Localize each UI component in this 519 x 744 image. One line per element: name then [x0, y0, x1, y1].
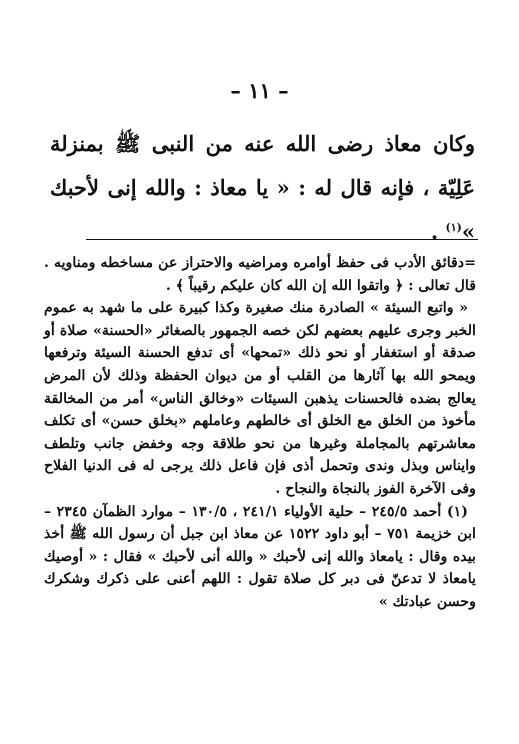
footnote-marker: (١): [445, 221, 462, 234]
footnote-separator: [86, 239, 478, 240]
footnotes: [44, 252, 476, 614]
footnote-1: (١) أحمد ٢٤٥/٥ – حلية الأولياء ٢٤١/١ ، ١٣٠/٥ – موارد الظمآن ٢٣٤٥ – ابن خزيمة ٧٥١ – أبو داود ١٥٢٢ عن معاذ ابن جبل أن رسول الله ﷺ أخذ بيده وقال : يامعاذ والله إنى لأحبك « والله أنى لأحبك » فقال : « أوصيك يامعاذ لا تدعنّ فى دبر كل صلاة تقول : اللهم أعنى على ذكرك وشكرك وحسن عبادتك »: [44, 503, 476, 610]
page-number: – ١١ –: [230, 78, 289, 103]
footnote-commentary: « واتبع السيئة » الصادرة منك صغيرة وكذا كبيرة على ما شهد به عموم الخبر وجرى عليهم بعضهم لكن خصه الجمهور بالصغائر «الحسنة» صلاة أو صدقة أو استغفار أو نحو ذلك «تمحها» أى تدفع الحسنة السيئة وترفعها ويمحو الله بها آثارها من القلب أو من ديوان الحفظة وذلك لأن المرض يعالج بضده فالحسنات يذهبن السيئات «وخالق الناس» أمر من المخالقة مأخوذ من الخلق مع الخلق أى خالطهم وعاملهم «بخلق حسن» أى تكلف معاشرتهم بالمجاملة وغيرها من نحو طلاقة وجه وخفض جانب وتلطف وايناس وبذل وندى وتحمل أذى فإن فاعل ذلك يرجى له فى الدنيا الفلاح وفى الآخرة الفوز بالنجاة والنجاح .: [44, 300, 476, 497]
footnote-continuation: =دقائق الأدب فى حفظ أوامره ومراضيه والاحتراز عن مساخطه ومناويه . قال تعالى : ﴿ واتقوا الله إن الله كان عليكم رقيباً ﴾ .: [44, 255, 476, 294]
main-text-end: .: [430, 219, 446, 244]
main-text: وكان معاذ رضى الله عنه من النبى ﷺ بمنزلة عَلِيّة ، فإنه قال له : « يا معاذ : والله إنى لأحبك »: [50, 131, 475, 244]
main-paragraph: [50, 122, 475, 254]
